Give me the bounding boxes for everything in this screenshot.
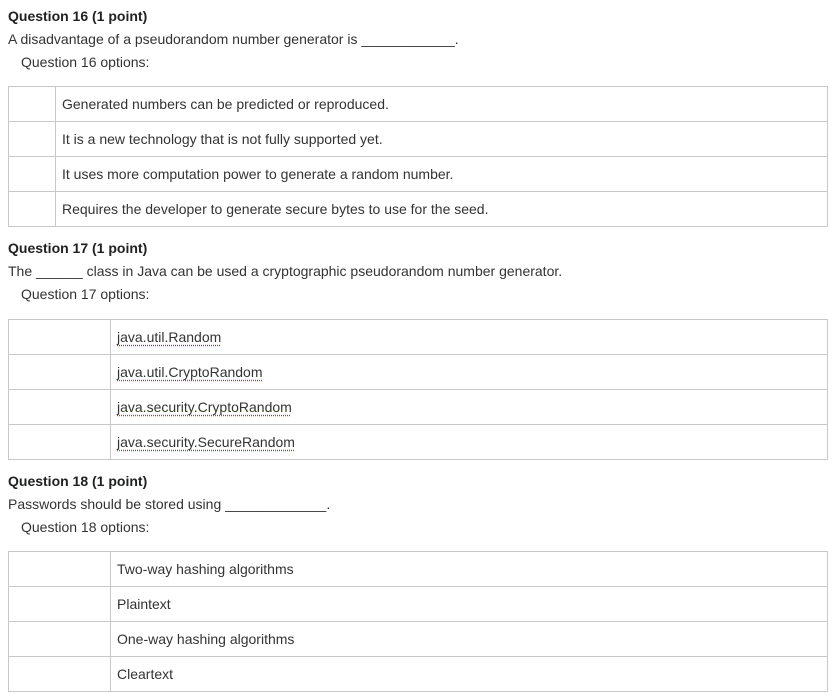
option-text[interactable]: It uses more computation power to generate a random number. bbox=[56, 157, 828, 192]
option-selector-cell[interactable] bbox=[9, 657, 111, 692]
option-row[interactable] bbox=[9, 320, 828, 355]
option-row[interactable] bbox=[9, 552, 828, 587]
option-selector-cell[interactable] bbox=[9, 192, 56, 227]
option-text-cell[interactable] bbox=[111, 320, 828, 355]
question-title: Question 16 (1 point) bbox=[8, 8, 148, 24]
option-text[interactable]: Requires the developer to generate secure bytes to use for the seed. bbox=[56, 192, 828, 227]
option-row[interactable] bbox=[9, 657, 828, 692]
option-text-cell[interactable] bbox=[111, 390, 828, 425]
option-selector-cell[interactable] bbox=[9, 355, 111, 390]
option-selector-cell[interactable] bbox=[9, 320, 111, 355]
options-label: Question 17 options: bbox=[21, 286, 150, 302]
question-text: Passwords should be stored using _____________. bbox=[8, 496, 331, 512]
option-text[interactable]: java.security.CryptoRandom bbox=[117, 399, 292, 415]
option-row[interactable] bbox=[9, 622, 828, 657]
option-row[interactable] bbox=[9, 87, 828, 122]
question-text: A disadvantage of a pseudorandom number generator is ____________. bbox=[8, 31, 459, 47]
option-text[interactable]: Two-way hashing algorithms bbox=[111, 552, 828, 587]
question-text: The ______ class in Java can be used a cryptographic pseudorandom number generator. bbox=[8, 263, 563, 279]
option-text[interactable]: One-way hashing algorithms bbox=[111, 622, 828, 657]
option-row[interactable] bbox=[9, 355, 828, 390]
option-text[interactable]: java.security.SecureRandom bbox=[117, 434, 295, 450]
option-selector-cell[interactable] bbox=[9, 587, 111, 622]
option-text[interactable]: It is a new technology that is not fully supported yet. bbox=[56, 122, 828, 157]
option-selector-cell[interactable] bbox=[9, 157, 56, 192]
option-row[interactable] bbox=[9, 157, 828, 192]
question-title: Question 18 (1 point) bbox=[8, 473, 148, 489]
options-table bbox=[8, 86, 828, 227]
option-text[interactable]: Cleartext bbox=[111, 657, 828, 692]
option-row[interactable] bbox=[9, 390, 828, 425]
option-text[interactable]: java.util.Random bbox=[117, 329, 222, 345]
option-selector-cell[interactable] bbox=[9, 425, 111, 460]
question-title: Question 17 (1 point) bbox=[8, 240, 148, 256]
options-label: Question 18 options: bbox=[21, 519, 150, 535]
option-text-cell[interactable] bbox=[111, 355, 828, 390]
options-table bbox=[8, 551, 828, 692]
option-text[interactable]: java.util.CryptoRandom bbox=[117, 364, 263, 380]
option-row[interactable] bbox=[9, 192, 828, 227]
options-label: Question 16 options: bbox=[21, 54, 150, 70]
option-row[interactable] bbox=[9, 587, 828, 622]
option-row[interactable] bbox=[9, 425, 828, 460]
option-selector-cell[interactable] bbox=[9, 552, 111, 587]
option-selector-cell[interactable] bbox=[9, 390, 111, 425]
option-text[interactable]: Generated numbers can be predicted or reproduced. bbox=[56, 87, 828, 122]
option-row[interactable] bbox=[9, 122, 828, 157]
option-text[interactable]: Plaintext bbox=[111, 587, 828, 622]
option-selector-cell[interactable] bbox=[9, 87, 56, 122]
option-selector-cell[interactable] bbox=[9, 122, 56, 157]
options-table bbox=[8, 319, 828, 460]
option-text-cell[interactable] bbox=[111, 425, 828, 460]
option-selector-cell[interactable] bbox=[9, 622, 111, 657]
